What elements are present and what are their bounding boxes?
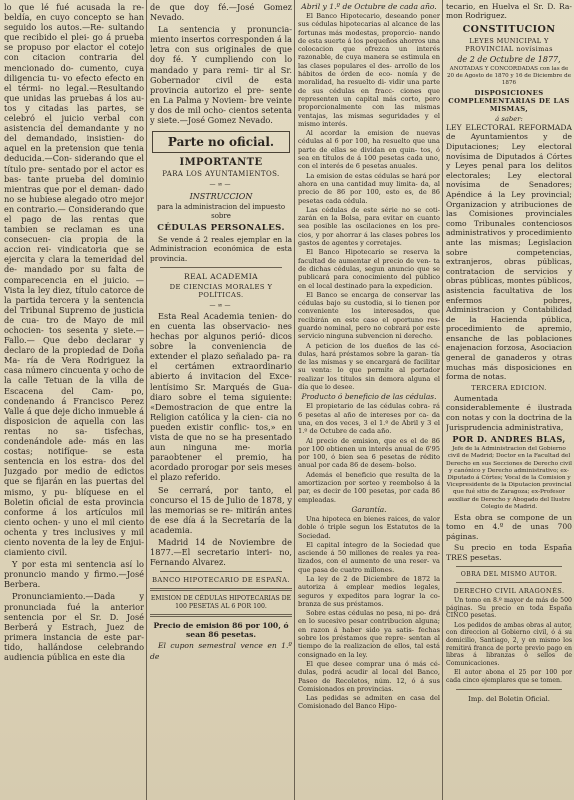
constitution-title: CONSTITUCION	[462, 23, 556, 35]
cedulas-title: CÉDULAS PERSONALES.	[157, 223, 285, 234]
academy-paragraph: Esta Real Academia tenien- do en cuenta las observacio- nes hechas por algunos perió- dicos sobre la conveniencia de extender el plazo señalado pa- ra el certámen extraordinario abierto á invitacion del Exce- lentísimo Sr. Marqués de Gua- diaro sobre el tema siguiente: «Demostracion de que entre la Religion católica y la cien- cia no pueden existir conflic- tos,» en vista de que no se ha presentado aun ninguna me- moria paraobtener el premio, ha acordado prorogar por seis meses el plazo referido.	[150, 310, 292, 483]
bank-emision: EMISION DE CÉDULAS HIPOTECARIAS DE 100 PESETAS AL 6 POR 100.	[150, 595, 292, 610]
column-3	[298, 0, 440, 800]
contents-text: LEY ELECTORAL REFORMADA de Ayuntamientos y de Diputaciones; Ley electoral novísima de Diputados á Córtes y Leyes penal para los delitos electorales; Ley electoral novísima de Senadores; Apéndice á la Ley provincial; Organizacion y atribuciones de las Comisiones provinciales como Tribunales contenciosos administrativos y procedimiento ante las mismas; Legislacion sobre competencias, extranjeros, obras públicas, contratacion de servicios y obras públicas, montes públicos, asistencia facultativa de los enfermos pobres, Administracion y Contabilidad de la Hacienda pública, procedimiento de apremio, ensanche de las poblaciones enajenacion forzosa, Asociacion general de ganaderos y otras muchas más disposiciones en forma de notas.	[446, 122, 572, 382]
double-rule	[150, 614, 292, 617]
guarantee-paragraph: El que desee comprar una ó más cé- dulas, podrá acudir al local del Banco, Paseo de Recoletos, núm. 12, ó á sus Comisionados en provincias.	[298, 659, 440, 693]
column-4	[446, 0, 572, 800]
constitution-date: de 2 de Octubre de 1877,	[457, 54, 561, 64]
bank-paragraph: El Banco se encarga de conservar las cédulas bajo su custodia, si lo tienen por conveniente los interesados, que recibirán en este caso el oportuno res- guardo nominal, pero no cobrará por este servicio ninguna subvencion ni derecho.	[298, 290, 440, 341]
book-text: Esta obra se compone de un tomo en 4.º de unas 700 páginas.	[446, 513, 572, 541]
academy-title: REAL ACADEMIA	[183, 271, 259, 281]
divider	[456, 582, 562, 583]
guarantee-paragraph: Sobre estas cédulas no pesa, ni po- drá en lo sucesivo pesar contribucion alguna; en razon á haber sido ya satis- fechas sobre los préstamos que repre- sentan al tiempo de la realizacion de ellos, tal está consignado en la ley.	[298, 609, 440, 659]
sentence-paragraph: Pronunciamiento.—Dada y pronunciada fué la anterior sentencia por el Sr. D. José Berberá y Estrach, Juez de primera instancia de este par- tido, hallándose celebrando audiencia pública en este dia	[4, 591, 144, 662]
notice-title: IMPORTANTE	[179, 157, 263, 169]
imprint: Imp. del Boletin Oficial.	[468, 694, 550, 703]
dispositions-title: DISPOSICIONES COMPLEMENTARIAS DE LAS MISMAS,	[448, 88, 570, 113]
derecho-paragraph: Un tomo en 8.º mayor de más de 500 páginas. Su precio en toda España CINCO pesetas.	[446, 597, 572, 620]
divider	[160, 571, 282, 572]
guarantee-paragraph: El capital íntegro de la Sociedad que asciende á 50 millones de reales ya rea- lizados, con el aumento de una reser- va que pasa de cuatro millones.	[298, 540, 440, 574]
coupon-dates: Abril y 1.º de Octubre de cada año.	[301, 2, 437, 11]
divider	[456, 566, 562, 567]
author-bio: Jefe de la Administracion del Gobierno civil de Madrid; Doctor en la Facultad del Derecho en sus Secciones de Derecho civil y canónico y Derecho administrativo; ex-Diputado á Córtes; Vocal de la Comision y Vicepresidente de la Diputacion provincial que fué sitio de Zaragoza; ex-Profesor auxiliar de Derecho y Abogado del Ilustre Colegio de Madrid.	[446, 446, 572, 510]
divider	[456, 689, 562, 690]
bank-paragraph: Al acordar la emision de nuevas cédulas al 6 por 100, ha resuelto que una parte de ellas se dividan en quin- tos, ó sea en títulos de á 100 pesetas cada uno, con el interés de 6 pesetas anuales.	[298, 129, 440, 171]
bank-paragraph: El Banco Hipotecario, deseando poner sus cédulas hipotecarias al alcance de las fortunas más modestas, proporcio- nando de esta suerte á los pequeños ahorros una colocacion que ofrezca un interés razonable, de cuya manera se estimula en las clases populares el des- arrollo de los hábitos de órden de eco- nomía y de moralidad, ha resuelto di- vidir una parte de sus cédulas en fracc- ciones que representen un capital más corto, pero proporcionalmente con las mismas ventajas, las mismas seguridades y el mismo interés.	[298, 12, 440, 128]
column-1	[4, 0, 144, 800]
notice-subtitle: PARA LOS AYUNTAMIENTOS.	[162, 170, 280, 179]
edition-label: TERCERA EDICION.	[471, 383, 547, 392]
academy-paragraph: Se cerrará, por tanto, el concurso el 15 de Julio de 1878, y las memorias se re- mitirán antes de ese día á la Secretaría de la academia.	[150, 484, 292, 535]
guarantee-paragraph: Las pedidas se admiten en casa del Comisionado del Banco Hipo-	[298, 694, 440, 711]
column-rule	[294, 0, 295, 800]
bank-paragraph: Las cédulas de este série no se coti- zarán en la Bolsa, para evitar en cuanto sea posible las oscilaciones en los pre- cios, y por ahorrar á las clases pobres los gastos de agentes y corretajes.	[298, 205, 440, 248]
double-rule	[150, 588, 292, 591]
academy-subtitle: DE CIENCIAS MORALES Y POLÍTICAS.	[169, 282, 273, 299]
divider	[160, 267, 282, 268]
guarantee-title: Garantía.	[351, 504, 387, 514]
bank-price: Precio de emision 86 por 100, ó sean 86 pesetas.	[153, 621, 289, 640]
bank-coupon: El cupon semestral vence en 1.º de	[150, 641, 292, 661]
instruction-title: INSTRUCCION	[189, 192, 253, 202]
constitution-note: ANOTADAS Y CONCORDADAS con las de 20 de Agosto de 1870 y 16 de Diciembre de 1876	[446, 65, 572, 86]
cedulas-text: Se vende á 2 reales ejemplar en la Administracion económica de esta provincia.	[150, 235, 292, 263]
bank-paragraph: La emision de estas cédulas se hará por ahora en una cantidad muy limita- da, al precio de 86 por 100, esto es, de 86 pesetas cada cédula.	[298, 171, 440, 205]
academy-paragraph: Madrid 14 de Noviembre de 1877.—El secretario interi- no, Fernando Alvarez.	[150, 536, 292, 568]
derecho-paragraph: Los pedidos de ambas obras al autor, con direccion al Gobierno civil, ó á su domicilio, Santiago, 2, y en mismo los remitirá franca de porte previo pago en libras á libranzas ó sellos de Comunicaciones.	[446, 621, 572, 667]
section-title: Parte no oficial.	[152, 131, 290, 153]
ornament: —∞—	[209, 301, 233, 309]
sentence-paragraph: lo que lé fué acusada la re- beldía, en cuyo concepto se han seguido los autos.—Re- sultando que recibido el plei- go á prueba se propuso por elactor el cotejo con citacion contraria del mencionado do- cumento, cuya diligencia tu- vo efecto efecto en el térmi- no legal.—Resultando que unidas las pruebas á los au- tos y citadas las partes, se celebró el juicio verbal con asistencia del demandante y no del demandado, insistien- do aquel en la pretension que tenia deducida.—Con- siderando que el título pre- sentado por el actor es bas- tante prueba del dominio mientras que por el deman- dado no se hubiese alegado otro mejor en contrario.— Considerando que el pago de las rentas que tambien se reclaman es una consecuen- cia propia de la accion rei- vindicatoria que se ejercita y clara la temeridad del de- mandado por su falta de comparecencia en el juicio. —Vista la ley diez, título catorce de la partida tercera y la sentencia del Tribunal Supremo de justicia de cua- tro de Mayo de mil ochocien- tos sesenta y siete.—Fallo.— Que debo declarar y declaro de la propiedad de Doña Ma- ría de Vera Rodriguez la casa número cincuenta y ocho de la calle Tetuan de la villa de Escacena del Cam- po, condenando á Francisco Perez Valle á que deje dicho inmueble á disposicion de aquella con las rentas no sa- tisfechas, condenándole ade- más en las costas; notifíque- se esta sentencia en los estra- dos del Juzgado por medio de edictos que se fijarán en las puertas del mismo, y pu- blíquese en el Boletin oficial de esta provincia conforme á los artículos mil ciento ochen- y uno el mil ciento ochenta y tres inclusives y mil ciento noventa de la ley de Enjui- ciamiento civil.	[4, 2, 144, 558]
product-paragraph: Además el beneficio que resulta de la amortizacion por sorteo y reembolso á la par, es decir de 100 pesetas, por cada 86 empleadas.	[298, 470, 440, 504]
instruction-text: para la administracion del impuesto sobre	[156, 203, 286, 221]
product-paragraph: Al precio de emision, que es el de 86 por 100 obtienen un interés anual de 6'95 por 100, ó bien sea 6 pesetas de rédito anual por cada 86 de desem- bolso.	[298, 436, 440, 470]
dispositions-subtitle: á saber:	[495, 114, 523, 123]
guarantee-paragraph: Una hipoteca en bienes raices, de valor doble ó triple segun los Estatutos de la Sociedad.	[298, 514, 440, 540]
body-paragraph: tecario, en Huelva el Sr. D. Ra- mon Rodriguez.	[446, 2, 572, 21]
bank-paragraph: El Banco Hipotecario se reserva la facultad de aumentar el precio de ven- ta de dichas cédulas, segun anuncio que se publicará para conocimiento del público en el local destinado para la expedicion.	[298, 248, 440, 290]
author-name: POR D. ANDRES BLAS,	[452, 434, 566, 445]
constitution-subtitle: LEYES MUNICIPAL Y PROVINCIAL novísimas	[465, 36, 553, 53]
price-text: Su precio en toda España TRES pesetas.	[446, 543, 572, 562]
product-title: Producto ó beneficio de las cédulas.	[301, 392, 437, 402]
augmented-text: Aumentada considerablemente é ilustrada con notas y con la doctrina de la Jurisprudencia administrativa,	[446, 393, 572, 432]
body-paragraph: de que doy fé.—José Gomez Nevado.	[150, 2, 292, 23]
derecho-title: DERECHO CIVIL ARAGONÉS.	[453, 587, 565, 596]
column-rule	[442, 0, 443, 800]
bank-title: BANCO HIPOTECARIO DE ESPAÑA.	[152, 576, 290, 585]
derecho-paragraph: El autor abona el 25 por 100 por cada cinco ejemplares que se tomen.	[446, 669, 572, 685]
other-work-title: OBRA DEL MISMO AUTOR.	[460, 571, 558, 579]
guarantee-paragraph: La ley de 2 de Diciembre de 1872 la autoriza á emplear medios legales, seguros y expeditos para lograr la co- branza de sus préstamos.	[298, 575, 440, 608]
sentence-paragraph: Y por esta mi sentencia así lo pronuncio mando y firmo.—José Berbera.	[4, 559, 144, 590]
bank-paragraph: A peticion de los dueños de las cé- dulas, hará préstamos sobre la garan- tía de las mismas y se encargará de facilitar su venta: lo que permite al portador realizar los títulos sin demora alguna el día que lo desee.	[298, 341, 440, 392]
column-rule	[146, 0, 147, 800]
column-2	[150, 0, 292, 800]
product-paragraph: El propietario de las cédulas cobra- rá 6 pesetas al año de intereses por ca- da una, en dos veces, 3 el 1.º de Abril y 3 el 1.º de Octubre de cada año.	[298, 402, 440, 436]
body-paragraph: La sentencia y pronuncia- miento insertos corresponden á la letra con sus originales de que doy fé. Y cumpliendo con lo mandado y para remi- tir al Sr. Gobernador civil de esta provincia autorizo el pre- sente en La Palma y Noviem- bre veinte y dos de mil ocho- cientos setenta y siete.—José Gomez Nevado.	[150, 24, 292, 126]
ornament: —∞—	[209, 181, 233, 189]
